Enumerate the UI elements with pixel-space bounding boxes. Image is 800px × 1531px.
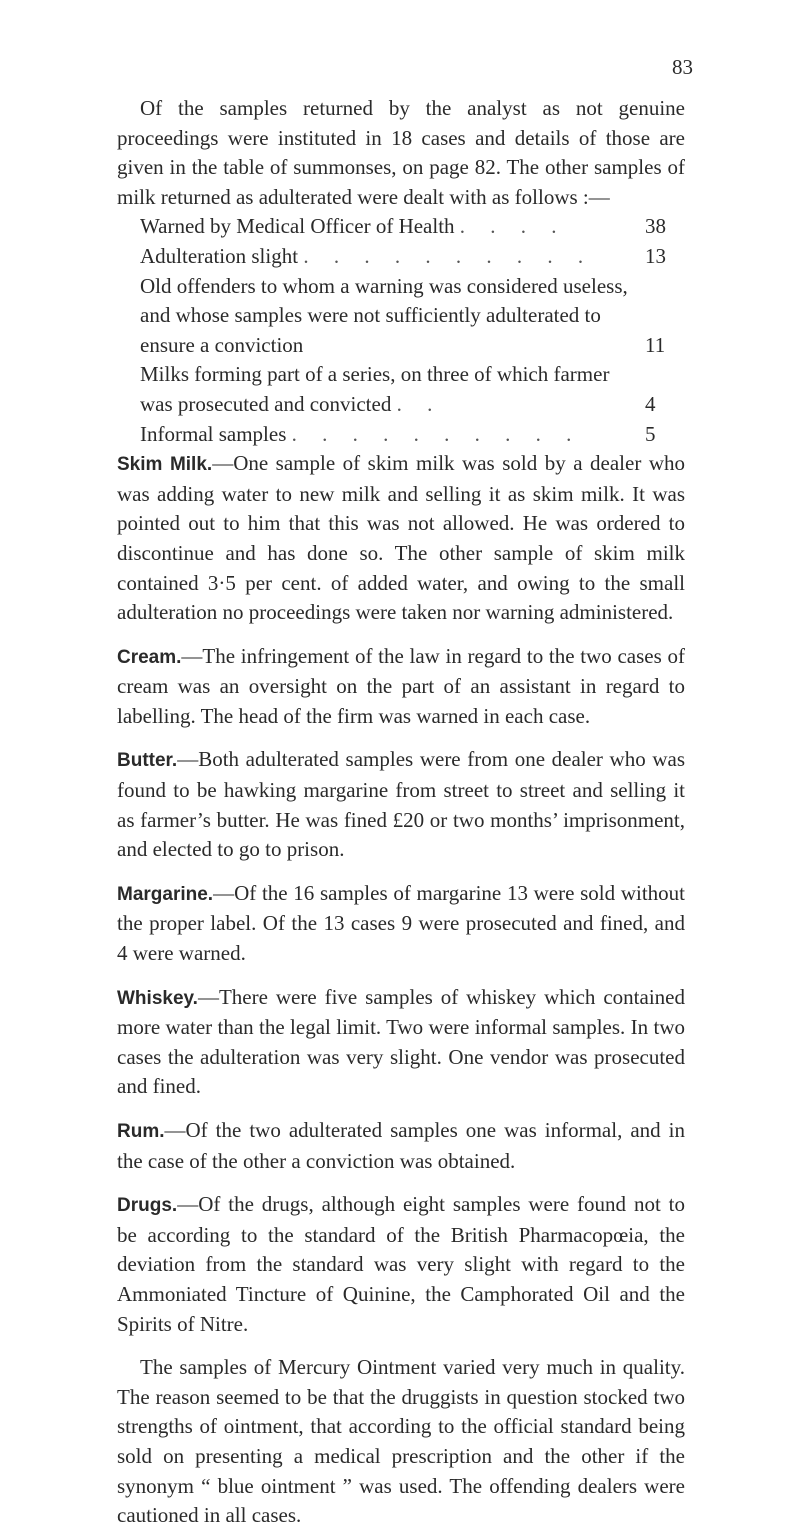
section-butter [117, 745, 685, 864]
leader-dots: . . [396, 391, 443, 416]
section-cream [117, 642, 685, 732]
section-text: —Both adulterated samples were from one dealer who was found to be hawking margarine from street to street and selling it as farmer’s butter. He was fined £20 or two months’ imprisonment, and elected to go to prison. [117, 747, 685, 862]
list-item-label: Adulteration slight [140, 243, 299, 268]
section-text: —Of the two adulterated samples one was informal, and in the case of the other a conviction was obtained. [117, 1118, 685, 1173]
list-item-label: Old offenders to whom a warning was considered useless, and whose samples were not sufficiently adulterated to ensure a conviction [140, 273, 628, 357]
section-heading: Butter. [117, 750, 178, 772]
leader-dots: . . . . . . . . . . [291, 421, 582, 446]
section-drugs [117, 1190, 685, 1339]
milk-disposal-list [117, 212, 685, 449]
section-heading: Whiskey. [117, 987, 198, 1009]
section-heading: Skim Milk. [117, 454, 213, 476]
section-heading: Rum. [117, 1121, 165, 1142]
list-item [117, 360, 685, 419]
list-item-label: Warned by Medical Officer of Health [140, 214, 455, 239]
list-item-count: 38 [645, 214, 666, 239]
section-heading: Margarine. [117, 883, 214, 905]
closing-paragraph: The samples of Mercury Ointment varied very much in quality. The reason seemed to be that the druggists in question stocked two strengths of ointment, that according to the official standard being sold on presenting a medical prescription and the other if the synonym “ blue ointment ” was used. The offending dealers were cautioned in all cases. [117, 1355, 685, 1528]
section-heading: Cream. [117, 646, 182, 668]
report-body [117, 94, 685, 1531]
section-text: —Of the 16 samples of margarine 13 were sold without the proper label. Of the 13 cases 9 were prosecuted and fined, and 4 were warned. [117, 880, 685, 966]
section-text: —The infringement of the law in regard to the two cases of cream was an oversight on the part of an assistant in regard to labelling. The head of the firm was warned in each case. [117, 643, 685, 728]
section-margarine [117, 879, 685, 969]
section-text: —There were five samples of whiskey which contained more water than the legal limit. Two were informal samples. In two cases the adulteration was very slight. One vendor was prosecuted and fined. [117, 984, 685, 1099]
section-skim-milk [117, 449, 685, 628]
leader-dots: . . . . [459, 214, 567, 239]
list-item-count: 11 [645, 332, 666, 357]
section-text: —Of the drugs, although eight samples were found not to be according to the standard of the British Pharmacopœia, the deviation from the standard was very slight with regard to the Ammoniated Tincture of Quinine, the Camphorated Oil and the Spirits of Nitre. [117, 1192, 685, 1336]
list-item [117, 420, 685, 450]
list-item-count: 5 [645, 421, 656, 446]
section-rum [117, 1116, 685, 1176]
list-item-label: Informal samples [140, 421, 287, 446]
intro-paragraph: Of the samples returned by the analyst as not genuine proceedings were instituted in 18 cases and details of those are given in the table of summonses, on page 82. The other samples of milk returned as adulterated were dealt with as follows :— [117, 96, 685, 209]
section-heading: Drugs. [117, 1195, 178, 1217]
list-item [117, 212, 685, 242]
leader-dots: . . . . . . . . . . [303, 243, 594, 268]
section-whiskey [117, 983, 685, 1102]
list-item [117, 272, 685, 361]
list-item-count: 4 [645, 391, 656, 416]
section-text: —One sample of skim milk was sold by a dealer who was adding water to new milk and selling it as skim milk. It was pointed out to him that this was not allowed. He was ordered to discontinue and has done so. The other sample of skim milk contained 3·5 per cent. of added water, and owing to the small adulteration no proceedings were taken nor warning administered. [117, 451, 686, 625]
page-number: 83 [672, 55, 693, 79]
list-item-count: 13 [645, 243, 666, 268]
list-item [117, 242, 685, 272]
list-item-label: Milks forming part of a series, on three of which farmer was prosecuted and convicted [140, 362, 610, 416]
